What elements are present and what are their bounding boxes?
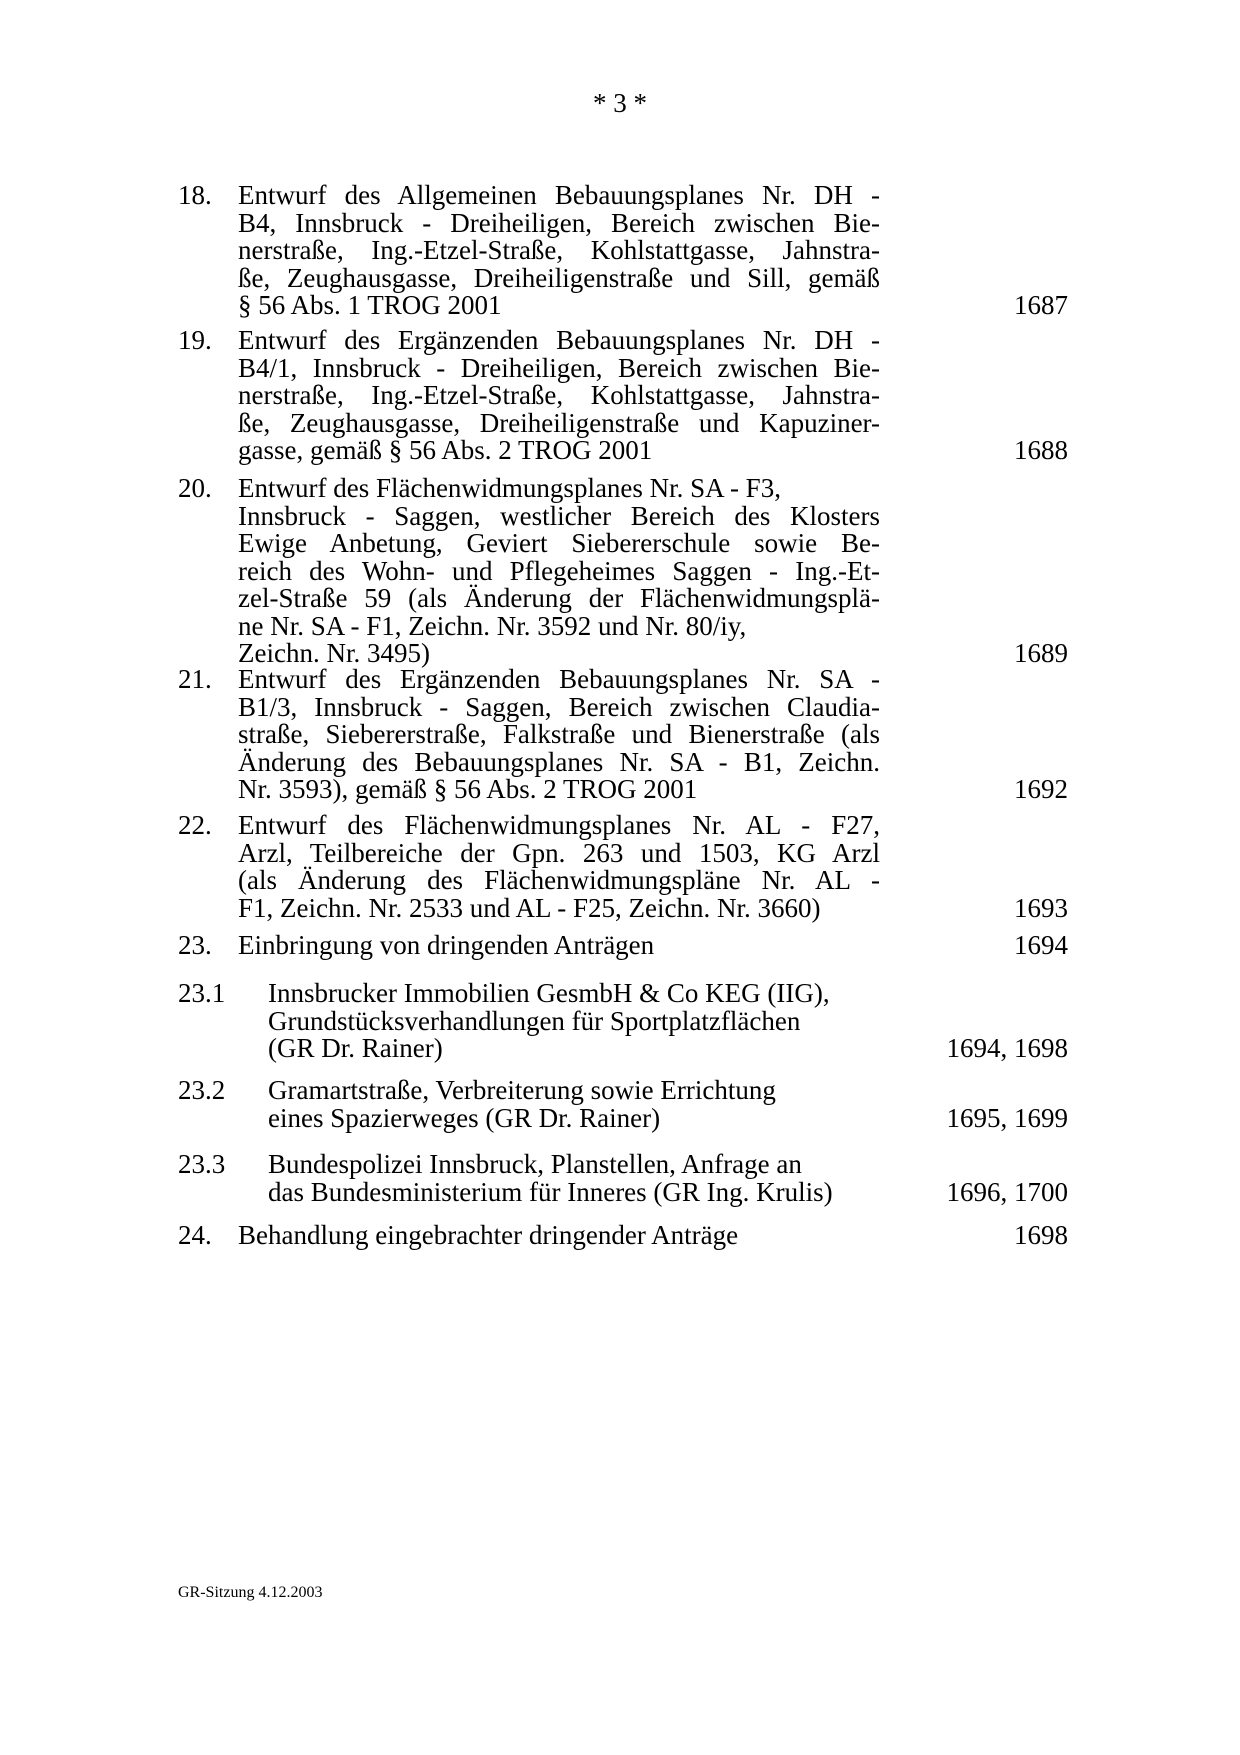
entry-text-line: gasse, gemäß § 56 Abs. 2 TROG 2001 bbox=[238, 435, 653, 465]
entry-text-line: Innsbrucker Immobilien GesmbH & Co KEG (IIG), bbox=[268, 978, 830, 1008]
entry-number: 20. bbox=[178, 473, 212, 503]
entry-text-line: Zeichn. Nr. 3495) bbox=[238, 638, 430, 668]
entry-text-line: Ewige Anbetung, Geviert Siebererschule sowie Be- bbox=[238, 528, 880, 558]
page-reference: 1687 bbox=[1014, 290, 1068, 320]
entry-text-line: Einbringung von dringenden Anträgen bbox=[238, 930, 655, 960]
entry-text-line: ße, Zeughausgasse, Dreiheiligenstraße und Kapuziner- bbox=[238, 407, 880, 438]
entry-text-line: ße, Zeughausgasse, Dreiheiligenstraße und Sill, gemäß bbox=[238, 262, 880, 293]
page-reference: 1696, 1700 bbox=[946, 1176, 1068, 1207]
entry-text-line: Entwurf des Flächenwidmungsplanes Nr. SA - F3, bbox=[238, 473, 781, 503]
entry-text-line: B1/3, Innsbruck - Saggen, Bereich zwischen Claudia- bbox=[238, 691, 880, 722]
entry-text-line: Entwurf des Ergänzenden Bebauungsplanes Nr. SA - bbox=[238, 664, 880, 694]
entry-text-line: Arzl, Teilbereiche der Gpn. 263 und 1503, KG Arzl bbox=[238, 837, 880, 868]
entry-text-line: Änderung des Bebauungsplanes Nr. SA - B1, Zeichn. bbox=[238, 746, 880, 777]
entry-number: 23. bbox=[178, 930, 212, 960]
page-reference: 1692 bbox=[1014, 774, 1068, 804]
entry-text-line: (GR Dr. Rainer) bbox=[268, 1033, 443, 1063]
page-reference: 1694, 1698 bbox=[946, 1033, 1068, 1063]
entry-text-line: Entwurf des Flächenwidmungsplanes Nr. AL - F27, bbox=[238, 810, 880, 840]
entry-number: 23.3 bbox=[178, 1149, 226, 1179]
page-number: * 3 * bbox=[593, 88, 647, 118]
entry-text-line: nerstraße, Ing.-Etzel-Straße, Kohlstattgasse, Jahnstra- bbox=[238, 380, 880, 410]
page-reference: 1689 bbox=[1014, 638, 1068, 668]
entry-text-line: das Bundesministerium für Inneres (GR Ing. Krulis) bbox=[268, 1176, 833, 1207]
entry-text-line: Behandlung eingebrachter dringender Anträge bbox=[238, 1220, 739, 1250]
entry-text-line: Bundespolizei Innsbruck, Planstellen, Anfrage an bbox=[268, 1149, 802, 1179]
entry-text-line: Entwurf des Ergänzenden Bebauungsplanes Nr. DH - bbox=[238, 325, 880, 355]
page-reference: 1694 bbox=[1014, 930, 1068, 960]
entry-text-line: zel-Straße 59 (als Änderung der Flächenwidmungsplä- bbox=[238, 583, 880, 613]
page-reference: 1698 bbox=[1014, 1220, 1068, 1250]
entry-number: 21. bbox=[178, 664, 212, 694]
page-reference: 1695, 1699 bbox=[946, 1102, 1068, 1133]
entry-number: 18. bbox=[178, 180, 212, 210]
page-reference: 1693 bbox=[1014, 892, 1068, 923]
entry-text-line: eines Spazierweges (GR Dr. Rainer) bbox=[268, 1102, 661, 1133]
entry-text-line: B4/1, Innsbruck - Dreiheiligen, Bereich zwischen Bie- bbox=[238, 352, 880, 383]
footer: GR-Sitzung 4.12.2003 bbox=[178, 1584, 323, 1601]
entry-text-line: Gramartstraße, Verbreiterung sowie Errichtung bbox=[268, 1075, 776, 1105]
entry-text-line: Nr. 3593), gemäß § 56 Abs. 2 TROG 2001 bbox=[238, 774, 698, 804]
entry-text-line: Grundstücksverhandlungen für Sportplatzflächen bbox=[268, 1005, 801, 1036]
entry-text-line: Entwurf des Allgemeinen Bebauungsplanes Nr. DH - bbox=[238, 180, 880, 210]
entry-number: 22. bbox=[178, 810, 212, 840]
entry-number: 23.2 bbox=[178, 1075, 226, 1105]
entry-number: 23.1 bbox=[178, 978, 226, 1008]
entry-text-line: straße, Siebererstraße, Falkstraße und Bienerstraße (als bbox=[238, 719, 880, 749]
entry-text-line: (als Änderung des Flächenwidmungspläne Nr. AL - bbox=[238, 865, 880, 895]
entry-text-line: Innsbruck - Saggen, westlicher Bereich des Klosters bbox=[238, 500, 880, 531]
entry-text-line: F1, Zeichn. Nr. 2533 und AL - F25, Zeichn. Nr. 3660) bbox=[238, 892, 821, 923]
entry-text-line: nerstraße, Ing.-Etzel-Straße, Kohlstattgasse, Jahnstra- bbox=[238, 235, 880, 265]
entry-text-line: ne Nr. SA - F1, Zeichn. Nr. 3592 und Nr. 80/iy, bbox=[238, 610, 747, 641]
entry-number: 19. bbox=[178, 325, 212, 355]
page-reference: 1688 bbox=[1014, 435, 1068, 465]
entry-text-line: § 56 Abs. 1 TROG 2001 bbox=[238, 290, 502, 320]
entry-text-line: reich des Wohn- und Pflegeheimes Saggen - Ing.-Et- bbox=[238, 555, 880, 586]
entry-text-line: B4, Innsbruck - Dreiheiligen, Bereich zwischen Bie- bbox=[238, 207, 880, 238]
entry-number: 24. bbox=[178, 1220, 212, 1250]
